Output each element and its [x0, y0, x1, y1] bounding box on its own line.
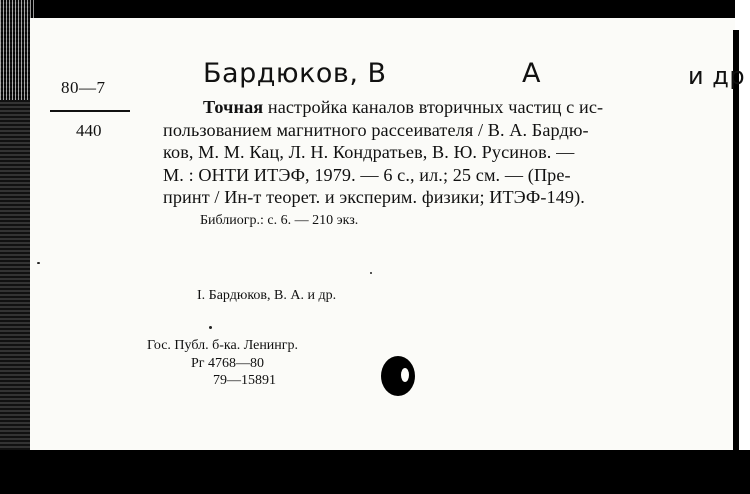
library-holding-code: Рг 4768—80 [191, 356, 265, 371]
bibliographic-description [163, 96, 708, 209]
description-line [163, 96, 708, 119]
library-holding-number: 79—15891 [213, 373, 276, 388]
call-number-divider [50, 110, 130, 112]
description-text: принт / Ин-т теорет. и эксперим. физики; ИТЭФ-149). [163, 187, 585, 207]
description-line [163, 164, 708, 187]
library-holding-name: Гос. Публ. б-ка. Ленингр. [147, 338, 299, 353]
handwritten-et-al: и др [688, 62, 746, 90]
handwritten-author: Бардюков, В [203, 58, 387, 89]
description-text: М. : ОНТИ ИТЭФ, 1979. — 6 с., ил.; 25 см. — (Пре- [163, 164, 571, 185]
scan-speck [370, 272, 372, 274]
description-line [163, 141, 708, 164]
punch-hole [381, 356, 415, 396]
description-text: пользованием магнитного рассеивателя / В. А. Бардю- [163, 119, 589, 140]
call-number-bottom: 440 [76, 121, 102, 140]
title-first-word: Точная [203, 97, 264, 117]
bottom-scan-band [0, 450, 750, 494]
description-line [163, 186, 708, 209]
description-text: настройка каналов вторичных частиц с ис- [263, 97, 604, 117]
bibliography-note: Библиогр.: с. 6. — 210 экз. [200, 213, 359, 228]
scan-speck [37, 262, 40, 264]
call-number-top: 80—7 [61, 78, 106, 97]
description-text: ков, М. М. Кац, Л. Н. Кондратьев, В. Ю. Русинов. — [163, 142, 575, 162]
handwritten-initial: А [522, 58, 541, 89]
description-line [163, 119, 708, 142]
right-card-edge [733, 30, 739, 460]
added-entry: I. Бардюков, В. А. и др. [197, 288, 337, 303]
scan-speck [209, 326, 212, 329]
